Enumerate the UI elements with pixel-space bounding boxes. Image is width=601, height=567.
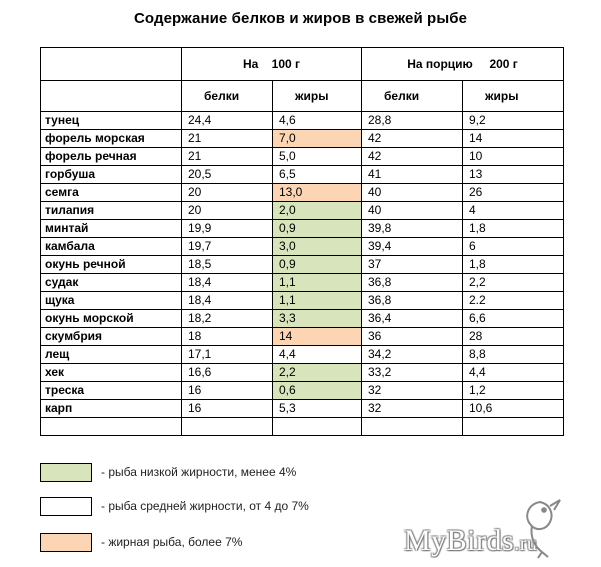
fat-200-cell: 2,2	[463, 274, 564, 292]
protein-100-cell: 16,6	[182, 364, 273, 382]
watermark-brand: MyBirds	[404, 524, 515, 557]
fat-100-header: жиры	[273, 81, 362, 112]
protein-200-cell: 42	[362, 148, 463, 166]
legend-swatch-mid	[40, 497, 92, 516]
fat-100-cell: 2,0	[273, 202, 362, 220]
protein-100-cell: 18,4	[182, 274, 273, 292]
legend-text-mid: - рыба средней жирности, от 4 до 7%	[101, 499, 309, 513]
fat-100-cell: 14	[273, 328, 362, 346]
fat-200-cell: 6,6	[463, 310, 564, 328]
page-title: Содержание белков и жиров в свежей рыбе	[133, 10, 468, 27]
protein-100-cell: 18,2	[182, 310, 273, 328]
protein-200-cell: 40	[362, 184, 463, 202]
fish-name-cell: тунец	[41, 112, 182, 130]
table-row	[41, 310, 564, 328]
table-row	[41, 148, 564, 166]
protein-200-cell: 39,4	[362, 238, 463, 256]
fat-200-cell: 4,4	[463, 364, 564, 382]
fat-200-cell: 14	[463, 130, 564, 148]
fat-200-cell: 6	[463, 238, 564, 256]
fat-100-cell: 2,2	[273, 364, 362, 382]
fat-100-cell: 4,6	[273, 112, 362, 130]
protein-100-cell: 20	[182, 184, 273, 202]
fish-name-cell: хек	[41, 364, 182, 382]
fat-100-cell: 0,6	[273, 382, 362, 400]
table-header-row	[41, 48, 564, 81]
table-row	[41, 328, 564, 346]
protein-100-cell: 17,1	[182, 346, 273, 364]
table-row	[41, 238, 564, 256]
fat-200-cell: 26	[463, 184, 564, 202]
fish-name-cell: треска	[41, 382, 182, 400]
fish-name-cell: окунь речной	[41, 256, 182, 274]
fat-200-cell: 2.2	[463, 292, 564, 310]
table-row	[41, 292, 564, 310]
table-row	[41, 382, 564, 400]
fat-200-cell: 9,2	[463, 112, 564, 130]
protein-100-cell: 18,4	[182, 292, 273, 310]
empty-cell	[362, 418, 463, 436]
protein-200-cell: 36,8	[362, 274, 463, 292]
protein-100-cell: 20	[182, 202, 273, 220]
per-100g-header: На 100 г	[182, 48, 362, 81]
fat-100-cell: 13,0	[273, 184, 362, 202]
bird-icon	[510, 492, 570, 560]
protein-200-cell: 32	[362, 400, 463, 418]
table-row	[41, 274, 564, 292]
protein-200-cell: 36,4	[362, 310, 463, 328]
fish-name-cell: камбала	[41, 238, 182, 256]
fish-name-cell: лещ	[41, 346, 182, 364]
protein-200-cell: 28,8	[362, 112, 463, 130]
protein-100-cell: 20,5	[182, 166, 273, 184]
table-subheader-row	[41, 81, 564, 112]
per-portion-header: На порцию 200 г	[362, 48, 564, 81]
legend-swatch-high	[40, 533, 92, 552]
protein-100-header: белки	[182, 81, 273, 112]
header-empty-cell	[41, 48, 182, 81]
table-row	[41, 346, 564, 364]
protein-100-cell: 16	[182, 382, 273, 400]
fat-200-cell: 1,2	[463, 382, 564, 400]
protein-100-cell: 21	[182, 130, 273, 148]
table-row	[41, 400, 564, 418]
fat-100-cell: 7,0	[273, 130, 362, 148]
fat-200-cell: 13	[463, 166, 564, 184]
empty-cell	[41, 418, 182, 436]
fish-name-cell: окунь морской	[41, 310, 182, 328]
empty-cell	[273, 418, 362, 436]
table-row	[41, 112, 564, 130]
fish-name-cell: щука	[41, 292, 182, 310]
legend-swatch-low	[40, 463, 92, 482]
protein-100-cell: 21	[182, 148, 273, 166]
table-row	[41, 166, 564, 184]
fish-name-cell: минтай	[41, 220, 182, 238]
fish-name-cell: скумбрия	[41, 328, 182, 346]
empty-cell	[463, 418, 564, 436]
table-row	[41, 130, 564, 148]
protein-200-cell: 32	[362, 382, 463, 400]
protein-200-cell: 36	[362, 328, 463, 346]
fat-100-cell: 3,3	[273, 310, 362, 328]
fat-200-cell: 1,8	[463, 220, 564, 238]
protein-100-cell: 18,5	[182, 256, 273, 274]
protein-100-cell: 19,9	[182, 220, 273, 238]
fat-100-cell: 6,5	[273, 166, 362, 184]
fat-200-header: жиры	[463, 81, 564, 112]
table-row	[41, 364, 564, 382]
fat-100-cell: 5,3	[273, 400, 362, 418]
fish-nutrition-table	[40, 47, 564, 436]
fish-name-cell: форель морская	[41, 130, 182, 148]
fat-200-cell: 10,6	[463, 400, 564, 418]
protein-200-cell: 40	[362, 202, 463, 220]
fat-100-cell: 5,0	[273, 148, 362, 166]
fat-200-cell: 8,8	[463, 346, 564, 364]
protein-200-cell: 36,8	[362, 292, 463, 310]
protein-200-header: белки	[362, 81, 463, 112]
protein-100-cell: 19,7	[182, 238, 273, 256]
protein-200-cell: 34,2	[362, 346, 463, 364]
protein-100-cell: 18	[182, 328, 273, 346]
subheader-empty-cell	[41, 81, 182, 112]
fat-100-cell: 0,9	[273, 220, 362, 238]
watermark-tld: .ru	[514, 533, 538, 555]
table-row-empty	[41, 418, 564, 436]
protein-200-cell: 39,8	[362, 220, 463, 238]
fat-100-cell: 0,9	[273, 256, 362, 274]
protein-100-cell: 24,4	[182, 112, 273, 130]
fish-name-cell: семга	[41, 184, 182, 202]
empty-cell	[182, 418, 273, 436]
table-row	[41, 184, 564, 202]
protein-200-cell: 42	[362, 130, 463, 148]
table-row	[41, 202, 564, 220]
protein-200-cell: 37	[362, 256, 463, 274]
legend-text-low: - рыба низкой жирности, менее 4%	[101, 465, 297, 479]
fat-100-cell: 4,4	[273, 346, 362, 364]
fat-100-cell: 3,0	[273, 238, 362, 256]
fat-100-cell: 1,1	[273, 292, 362, 310]
legend-text-high: - жирная рыба, более 7%	[101, 535, 243, 549]
fat-200-cell: 10	[463, 148, 564, 166]
protein-200-cell: 41	[362, 166, 463, 184]
fat-200-cell: 28	[463, 328, 564, 346]
protein-200-cell: 33,2	[362, 364, 463, 382]
fish-name-cell: тилапия	[41, 202, 182, 220]
fat-200-cell: 1,8	[463, 256, 564, 274]
fish-name-cell: форель речная	[41, 148, 182, 166]
fish-name-cell: судак	[41, 274, 182, 292]
fat-200-cell: 4	[463, 202, 564, 220]
fish-name-cell: горбуша	[41, 166, 182, 184]
fish-name-cell: карп	[41, 400, 182, 418]
fat-100-cell: 1,1	[273, 274, 362, 292]
table-row	[41, 220, 564, 238]
table-row	[41, 256, 564, 274]
protein-100-cell: 16	[182, 400, 273, 418]
